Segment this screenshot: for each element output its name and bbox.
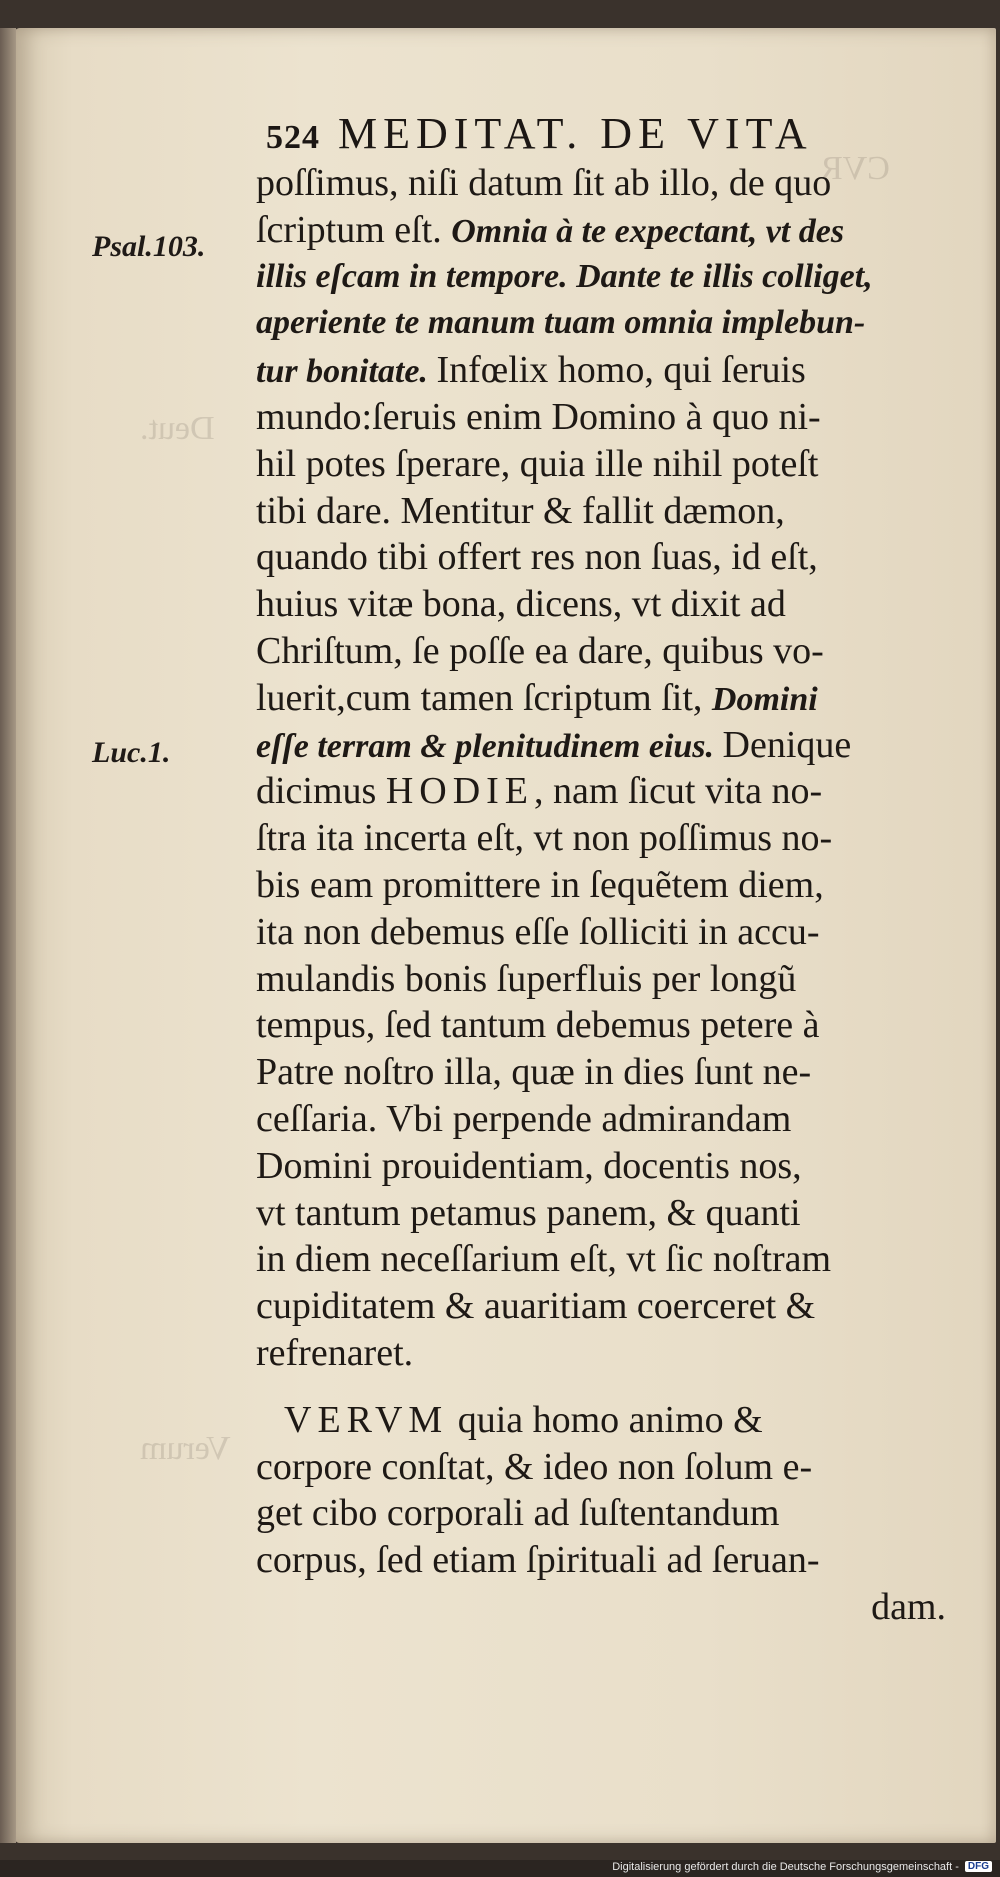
text-line: ſcriptum eſt. Omnia à te expectant, vt des <box>256 208 845 251</box>
bleed-through-text: Deut. <box>140 410 215 447</box>
text-line: mundo:ſeruis enim Domino à quo ni- <box>256 395 821 438</box>
small-caps-word: HODIE <box>385 770 535 813</box>
text-line: aperiente te manum tuam omnia implebun- <box>256 304 866 342</box>
text-line: in diem neceſſarium eſt, vt ſic noſtram <box>256 1238 832 1281</box>
text-line: mulandis bonis ſuperfluis per longũ <box>256 957 797 1000</box>
text-line: quando tibi offert res non ſuas, id eſt, <box>256 536 818 579</box>
body-text <box>256 160 956 1631</box>
text-line: ita non debemus eſſe ſolliciti in accu- <box>256 910 820 953</box>
dfg-logo: DFG <box>965 1861 992 1872</box>
text-line: tibi dare. Mentitur & fallit dæmon, <box>256 489 785 532</box>
text-line: refrenaret. <box>256 1331 414 1374</box>
text-line: hil potes ſperare, quia ille nihil poteſt <box>256 442 819 485</box>
text-line: corpore conſtat, & ideo non ſolum e- <box>256 1445 813 1488</box>
text-line: dicimus HODIE, nam ſicut vita no- <box>256 770 823 813</box>
credit-text: Digitalisierung gefördert durch die Deutsche Forschungsgemeinschaft - <box>612 1860 959 1873</box>
blank-line <box>256 1377 956 1397</box>
text-line: bis eam promittere in ſequẽtem diem, <box>256 863 824 906</box>
text-line: Domini prouidentiam, docentis nos, <box>256 1144 802 1187</box>
catchword: dam. <box>871 1585 946 1628</box>
bleed-through-text: CVR <box>820 150 890 187</box>
text-line: corpus, ſed etiam ſpirituali ad ſeruan- <box>256 1539 820 1582</box>
text-line: poſſimus, niſi datum ſit ab illo, de quo <box>256 162 832 204</box>
margin-note-psalm: Psal.103. <box>92 230 206 263</box>
text-line: illis eſcam in tempore. Dante te illis colliget, <box>256 257 873 295</box>
margin-note-luke: Luc.1. <box>92 736 171 769</box>
text-line: eſſe terram & plenitudinem eius. Denique <box>256 723 852 766</box>
small-caps-word: VERVM <box>284 1398 449 1441</box>
running-head: MEDITAT. DE VITA <box>338 109 813 158</box>
text-line: Patre noſtro illa, quæ in dies ſunt ne- <box>256 1051 812 1094</box>
italic-quote: Domini <box>711 680 818 718</box>
text-line: ceſſaria. Vbi perpende admirandam <box>256 1097 792 1140</box>
digitization-credit <box>612 1858 992 1875</box>
italic-quote: Omnia à te expectant, vt des <box>451 212 845 250</box>
text-line: luerit,cum tamen ſcriptum ſit, Domini <box>256 676 818 719</box>
page-edge <box>0 28 16 1843</box>
text-run: Infœlix homo, qui ſeruis <box>436 349 806 392</box>
text-line: tempus, ſed tantum debemus petere à <box>256 1004 820 1047</box>
text-line: get cibo corporali ad ſuſtentandum <box>256 1492 780 1535</box>
page-number: 524 <box>266 119 320 156</box>
text-line: huius vitæ bona, dicens, vt dixit ad <box>256 583 786 626</box>
text-line: ſtra ita incerta eſt, vt non poſſimus no- <box>256 817 833 860</box>
text-line: cupiditatem & auaritiam coerceret & <box>256 1285 816 1328</box>
bleed-through-text: Verum <box>140 1430 231 1467</box>
text-line: VERVM quia homo animo & <box>284 1398 763 1441</box>
text-line: vt tantum petamus panem, & quanti <box>256 1191 801 1234</box>
text-line: Chriſtum, ſe poſſe ea dare, quibus vo- <box>256 629 824 672</box>
text-run: Denique <box>722 723 852 766</box>
text-line: tur bonitate. Infœlix homo, qui ſeruis <box>256 349 806 392</box>
page-header <box>266 108 926 159</box>
